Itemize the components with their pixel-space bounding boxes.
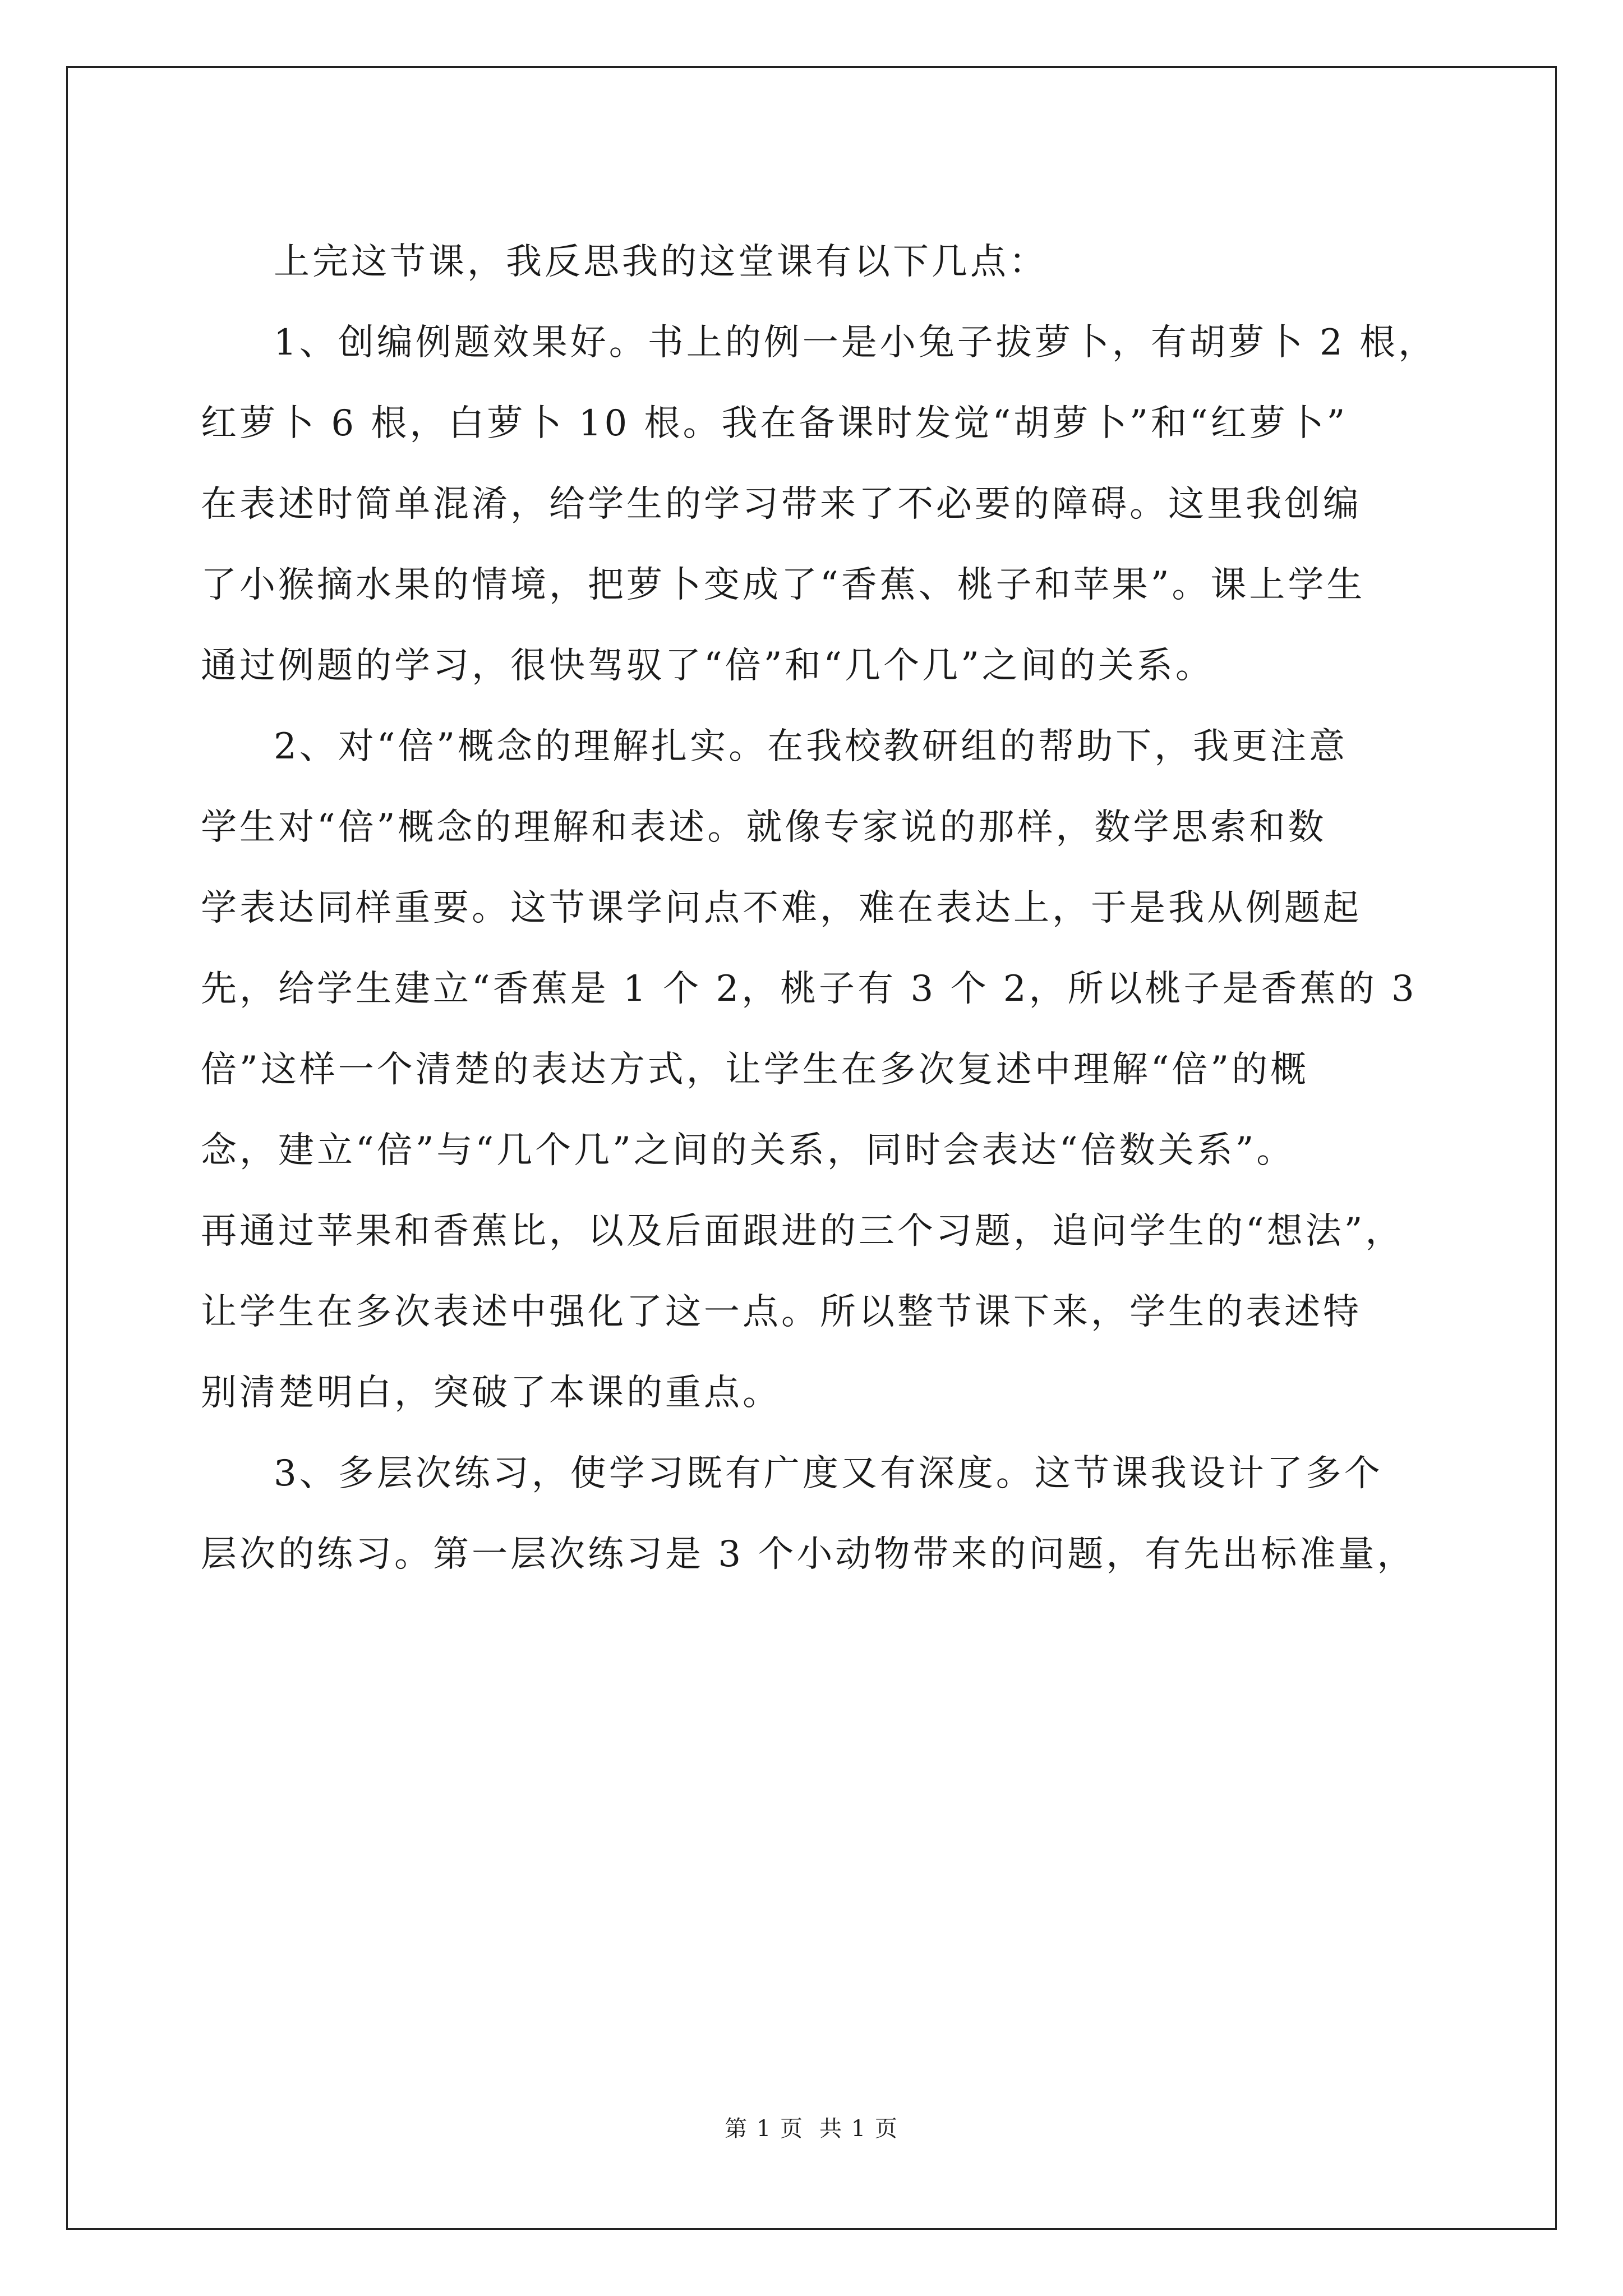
text-line: 1、创编例题效果好。书上的例一是小兔子拔萝卜，有胡萝卜 2 根， [274, 322, 1437, 364]
text-line: 2、对“倍”概念的理解扎实。在我校教研组的帮助下，我更注意 [274, 726, 1348, 767]
text-line: 先，给学生建立“香蕉是 1 个 2，桃子有 3 个 2，所以桃子是香蕉的 3 [201, 968, 1417, 1010]
text-line: 红萝卜 6 根，白萝卜 10 根。我在备课时发觉“胡萝卜”和“红萝卜” [201, 403, 1348, 444]
paragraph-point-1 [201, 302, 1447, 706]
text-line: 在表述时简单混淆，给学生的学习带来了不必要的障碍。这里我创编 [201, 484, 1362, 525]
text-line: 学表达同样重要。这节课学问点不难，难在表达上，于是我从例题起 [201, 887, 1362, 929]
paragraph-point-3 [201, 1433, 1447, 1595]
text-line: 通过例题的学习，很快驾驭了“倍”和“几个几”之间的关系。 [201, 645, 1214, 687]
text-line: 念，建立“倍”与“几个几”之间的关系，同时会表达“倍数关系”。 [201, 1130, 1295, 1171]
text-line: 再通过苹果和香蕉比，以及后面跟进的三个习题，追问学生的“想法”， [201, 1211, 1404, 1252]
text-line: 上完这节课，我反思我的这堂课有以下几点： [274, 241, 1048, 283]
page-number-current: 第 1 页 [725, 2116, 804, 2142]
paragraph-intro [201, 222, 1447, 302]
text-line: 3、多层次练习，使学习既有广度又有深度。这节课我设计了多个 [274, 1453, 1383, 1494]
document-body [201, 222, 1447, 1595]
paragraph-point-2 [201, 706, 1447, 1433]
text-line: 让学生在多次表述中强化了这一点。所以整节课下来，学生的表述特 [201, 1291, 1362, 1333]
text-line: 别清楚明白，突破了本课的重点。 [201, 1372, 781, 1414]
text-line: 学生对“倍”概念的理解和表述。就像专家说的那样，数学思索和数 [201, 807, 1327, 848]
text-line: 倍”这样一个清楚的表达方式，让学生在多次复述中理解“倍”的概 [201, 1049, 1310, 1091]
page-number-total: 共 1 页 [819, 2116, 898, 2142]
text-line: 层次的练习。第一层次练习是 3 个小动物带来的问题，有先出标准量， [201, 1534, 1416, 1575]
page-footer [0, 2111, 1623, 2143]
text-line: 了小猴摘水果的情境，把萝卜变成了“香蕉、桃子和苹果”。课上学生 [201, 564, 1366, 606]
